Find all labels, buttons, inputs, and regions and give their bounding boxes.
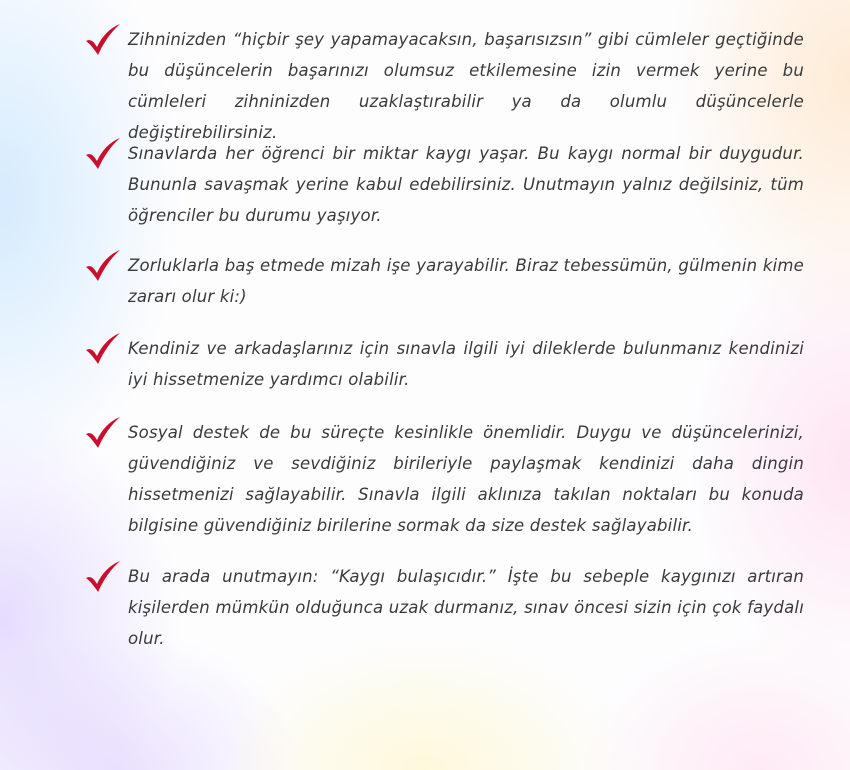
checkmark-icon [84, 561, 122, 593]
list-item-text: Zorluklarla baş etmede mizah işe yarayabilir. Biraz tebessümün, gülmenin kime zararı olur ki:) [128, 256, 804, 306]
tips-list [84, 24, 804, 657]
checkmark-icon [84, 417, 122, 449]
list-item-text: Sınavlarda her öğrenci bir miktar kaygı yaşar. Bu kaygı normal bir duygudur. Bununla savaşmak yerine kabul edebilirsiniz. Unutmayın yalnız değilsiniz, tüm öğrenciler bu durumu yaşıyor. [128, 144, 804, 225]
list-item-text: Sosyal destek de bu süreçte kesinlikle önemlidir. Duygu ve düşüncelerinizi, güvendiğiniz ve sevdiğiniz birileriyle paylaşmak kendinizi daha dingin hissetmenizi sağlayabilir. Sınavla ilgili aklınıza takılan noktaları bu konuda bilgisine güvendiğiniz birilerine sormak da size destek sağlayabilir. [128, 423, 804, 535]
list-item [84, 138, 804, 250]
checkmark-icon [84, 333, 122, 365]
list-item [84, 333, 804, 417]
checkmark-icon [84, 138, 122, 170]
list-item-text: Bu arada unutmayın: “Kaygı bulaşıcıdır.” İşte bu sebeple kaygınızı artıran kişilerden mümkün olduğunca uzak durmanız, sınav öncesi sizin için çok faydalı olur. [128, 567, 804, 648]
list-item [84, 417, 804, 561]
list-item-text: Zihninizden “hiçbir şey yapamayacaksın, başarısızsın” gibi cümleler geçtiğinde bu düşüncelerin başarınızı olumsuz etkilemesine izin vermek yerine bu cümleleri zihninizden uzaklaştırabilir ya da olumlu düşüncelerle değiştirebilirsiniz. [128, 30, 804, 142]
checkmark-icon [84, 250, 122, 282]
list-item [84, 250, 804, 333]
checkmark-icon [84, 24, 122, 56]
list-item [84, 24, 804, 142]
list-item-text: Kendiniz ve arkadaşlarınız için sınavla ilgili iyi dileklerde bulunmanız kendinizi iyi hissetmenize yardımcı olabilir. [128, 339, 804, 389]
list-item [84, 561, 804, 657]
